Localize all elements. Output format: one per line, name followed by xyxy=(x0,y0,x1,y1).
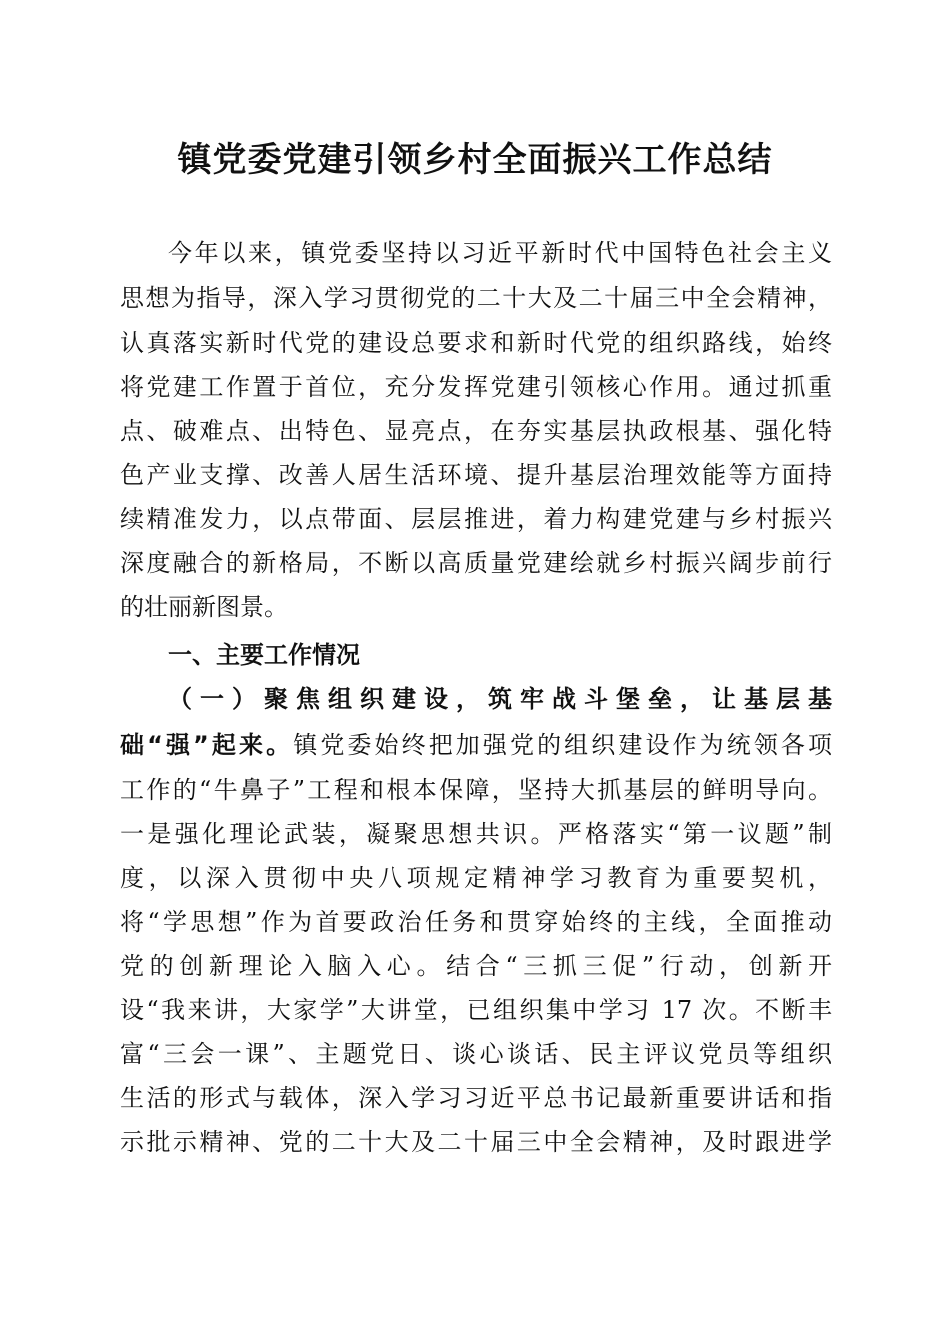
paragraph-line xyxy=(120,730,832,760)
paragraph-line: 续精准发力，以点带面、层层推进，着力构建党建与乡村振兴 xyxy=(120,505,832,533)
paragraph-line: 色产业支撑、改善人居生活环境、提升基层治理效能等方面持 xyxy=(120,461,832,489)
paragraph-line: 深度融合的新格局，不断以高质量党建绘就乡村振兴阔步前行 xyxy=(120,549,832,577)
paragraph-line: 示批示精神、党的二十大及二十届三中全会精神，及时跟进学 xyxy=(120,1128,832,1156)
section-heading: 一、主要工作情况 xyxy=(168,641,360,669)
paragraph-line: 工作的“牛鼻子”工程和根本保障，坚持大抓基层的鲜明导向。 xyxy=(120,776,832,804)
paragraph-line: 党的创新理论入脑入心。结合“三抓三促”行动，创新开 xyxy=(120,952,832,980)
paragraph-line: 生活的形式与载体，深入学习习近平总书记最新重要讲话和指 xyxy=(120,1084,832,1112)
paragraph-line: 的壮丽新图景。 xyxy=(120,593,288,621)
paragraph-line: 将“学思想”作为首要政治任务和贯穿始终的主线，全面推动 xyxy=(120,908,832,936)
paragraph-line: 度，以深入贯彻中央八项规定精神学习教育为重要契机， xyxy=(120,864,832,892)
paragraph-line: 富“三会一课”、主题党日、谈心谈话、民主评议党员等组织 xyxy=(120,1040,832,1068)
paragraph-line: 思想为指导，深入学习贯彻党的二十大及二十届三中全会精神， xyxy=(120,284,832,312)
paragraph-text: 镇党委始终把加强党的组织建设作为统领各项 xyxy=(293,731,833,759)
subsection-heading-end: 础“强”起来。 xyxy=(120,731,294,759)
subsection-heading: （一）聚焦组织建设，筑牢战斗堡垒，让基层基 xyxy=(168,685,832,713)
paragraph-line: 今年以来，镇党委坚持以习近平新时代中国特色社会主义 xyxy=(168,239,832,267)
paragraph-line: 一是强化理论武装，凝聚思想共识。严格落实“第一议题”制 xyxy=(120,820,832,848)
paragraph-line: 设“我来讲，大家学”大讲堂，已组织集中学习 17 次。不断丰 xyxy=(120,996,832,1024)
paragraph-line: 将党建工作置于首位，充分发挥党建引领核心作用。通过抓重 xyxy=(120,373,832,401)
paragraph-line: 点、破难点、出特色、显亮点，在夯实基层执政根基、强化特 xyxy=(120,417,832,445)
paragraph-line: 认真落实新时代党的建设总要求和新时代党的组织路线，始终 xyxy=(120,329,832,357)
document-title: 镇党委党建引领乡村全面振兴工作总结 xyxy=(177,140,773,180)
